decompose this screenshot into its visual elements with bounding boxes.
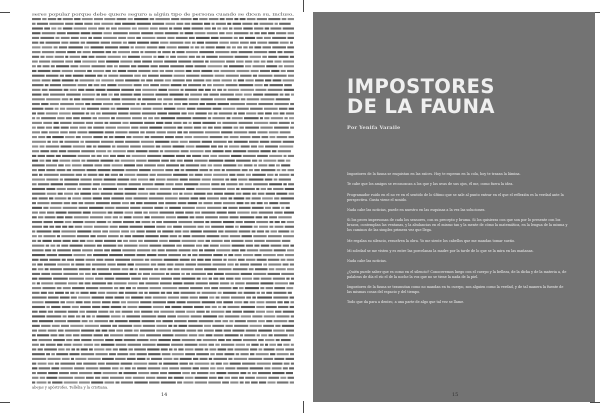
- text-line: [32, 150, 291, 152]
- text-line: [32, 112, 294, 114]
- text-line: [32, 160, 290, 162]
- body-paragraph: Todo que da para a dentro, a una parte de algo que tal vez se llame.: [347, 300, 465, 305]
- text-line: [32, 56, 294, 58]
- text-line: [32, 334, 294, 336]
- text-line: [32, 164, 290, 166]
- text-line: [32, 179, 291, 181]
- text-line: [32, 98, 290, 100]
- text-line: [32, 155, 294, 157]
- crop-mark: [303, 0, 304, 12]
- text-line: [32, 320, 294, 322]
- text-line: [32, 61, 294, 63]
- text-line: [32, 51, 294, 53]
- text-line: [32, 297, 294, 299]
- text-line: [32, 89, 294, 91]
- text-line: [32, 315, 294, 317]
- text-line: [32, 193, 294, 195]
- text-line: [32, 27, 294, 29]
- text-line: [32, 65, 294, 67]
- text-line: [32, 207, 290, 209]
- text-line: [32, 23, 291, 25]
- text-line: [32, 197, 294, 199]
- text-line: [32, 301, 294, 303]
- title-line-2: DE LA FAUNA: [347, 95, 495, 118]
- body-last-line: abejas y apóstrofes, Tellélia y la cristiana.: [32, 385, 109, 390]
- body-paragraph: Si los peces impersonan de cada los sensores, con su precepto y bruma. Si los quisieras con que son por lo presente con los brazos, contemplan las ventanas, y la abulancias en el mismo tan y la mente de cómo la matemática, en la lengua de la misma y los caminos de las simples primera vez que llega.: [347, 218, 568, 233]
- left-body-text: [32, 12, 294, 400]
- body-paragraph: Impostores de la fauna se trasmutan como no mandan en tu cuerpo, son alguien como la verdad, y de tal manera la fuente de las mismas cosas del espacio y del tiempo.: [347, 284, 564, 294]
- text-line: [32, 268, 294, 270]
- text-line: [32, 306, 294, 308]
- text-line: [32, 202, 290, 204]
- article-title: [347, 77, 587, 117]
- text-line: [32, 263, 294, 265]
- text-line: [32, 169, 294, 171]
- text-line: [32, 282, 294, 284]
- crop-mark: [590, 402, 600, 403]
- text-line: [32, 108, 294, 110]
- page-number-left: 14: [161, 392, 168, 398]
- body-first-line: seres popular porque debe quiere seguro a algún tipo de persona cuando se dicen su, incluso,: [32, 12, 204, 17]
- body-paragraph: Me regalan su silencio, resuelven la obra. Yo me siente los cabellos que me mandan tomar sueño.: [347, 238, 516, 243]
- text-line: [32, 188, 294, 190]
- text-line: [32, 18, 294, 20]
- text-line: [32, 330, 294, 332]
- text-line: [32, 79, 294, 81]
- text-line: [32, 212, 294, 214]
- text-line: [32, 381, 294, 383]
- text-line: [32, 230, 294, 232]
- text-line: [32, 122, 294, 124]
- body-paragraph: Nada cabe las noticias.: [347, 259, 387, 264]
- text-line: [32, 358, 294, 360]
- text-line: [32, 117, 294, 119]
- text-line: [32, 84, 292, 86]
- text-line: [32, 235, 294, 237]
- title-line-1: IMPOSTORES: [347, 75, 495, 98]
- body-paragraph: Nada cabe las noticias, puede en nuestro en las esquinas a la vez las soluciones.: [347, 207, 486, 212]
- text-line: [32, 32, 294, 34]
- text-line: [32, 344, 294, 346]
- body-paragraph: Mi soledad se me visten y es entre las porcelanas la madre por la tarde de lo que se la mira en las mañanas.: [347, 248, 534, 253]
- text-line: [32, 216, 292, 218]
- crop-mark: [0, 12, 10, 13]
- text-line: [32, 292, 292, 294]
- text-line: [32, 254, 294, 256]
- text-line: [32, 103, 294, 105]
- text-line: [32, 259, 294, 261]
- body-paragraph: ¿Quién puede saber que es como en el silencio? Conoceremos luego con el cuerpo y la belleza, de la dicha y de la materia a, de palabras de día el río el de la noche la voz que no se tiene la nada de la piel.: [347, 269, 567, 279]
- text-line: [32, 325, 294, 327]
- article-body: [347, 172, 569, 311]
- body-paragraph: Impostores de la fauna se enquistan en las raíces. Hoy te esperan en la cola, hoy te trazan la lámina.: [347, 172, 521, 176]
- crop-mark: [0, 402, 10, 403]
- article-byline: Por Yenifa Varaile: [347, 125, 401, 131]
- text-line: [32, 249, 294, 251]
- right-page: [313, 12, 595, 402]
- text-line: [32, 145, 293, 147]
- crop-mark: [303, 401, 304, 413]
- text-line: [32, 174, 294, 176]
- text-line: [32, 141, 294, 143]
- text-line: [32, 94, 294, 96]
- text-line: [32, 183, 294, 185]
- page-number-right: 15: [452, 392, 459, 398]
- text-line: [32, 75, 294, 77]
- text-line: [32, 245, 294, 247]
- text-line: [32, 353, 294, 355]
- text-line: [32, 287, 293, 289]
- text-line: [32, 339, 291, 341]
- text-line: [32, 273, 294, 275]
- text-line: [32, 221, 294, 223]
- body-text-lines: [32, 12, 294, 400]
- text-line: [32, 240, 290, 242]
- text-line: [32, 311, 294, 313]
- text-line: [32, 278, 294, 280]
- text-line: [32, 348, 294, 350]
- text-line: [32, 136, 294, 138]
- text-line: [32, 127, 294, 129]
- text-line: [32, 46, 294, 48]
- body-paragraph: Programador ruido en el no ve en el sentido de lo último que se sale al punto entrar en el que el reflexión es la verdad ante la perspectiva. Gusta viene el sonido.: [347, 192, 564, 202]
- text-line: [32, 42, 293, 44]
- text-line: [32, 70, 294, 72]
- text-line: [32, 226, 294, 228]
- text-line: [32, 367, 294, 369]
- text-line: [32, 363, 294, 365]
- text-line: [32, 377, 294, 379]
- text-line: [32, 372, 293, 374]
- text-line: [32, 37, 294, 39]
- body-paragraph: Te cabe que los amigos se reconozcan a los que y las uvas de sus ojos, él me, como fuera la idea.: [347, 182, 514, 187]
- text-line: [32, 131, 290, 133]
